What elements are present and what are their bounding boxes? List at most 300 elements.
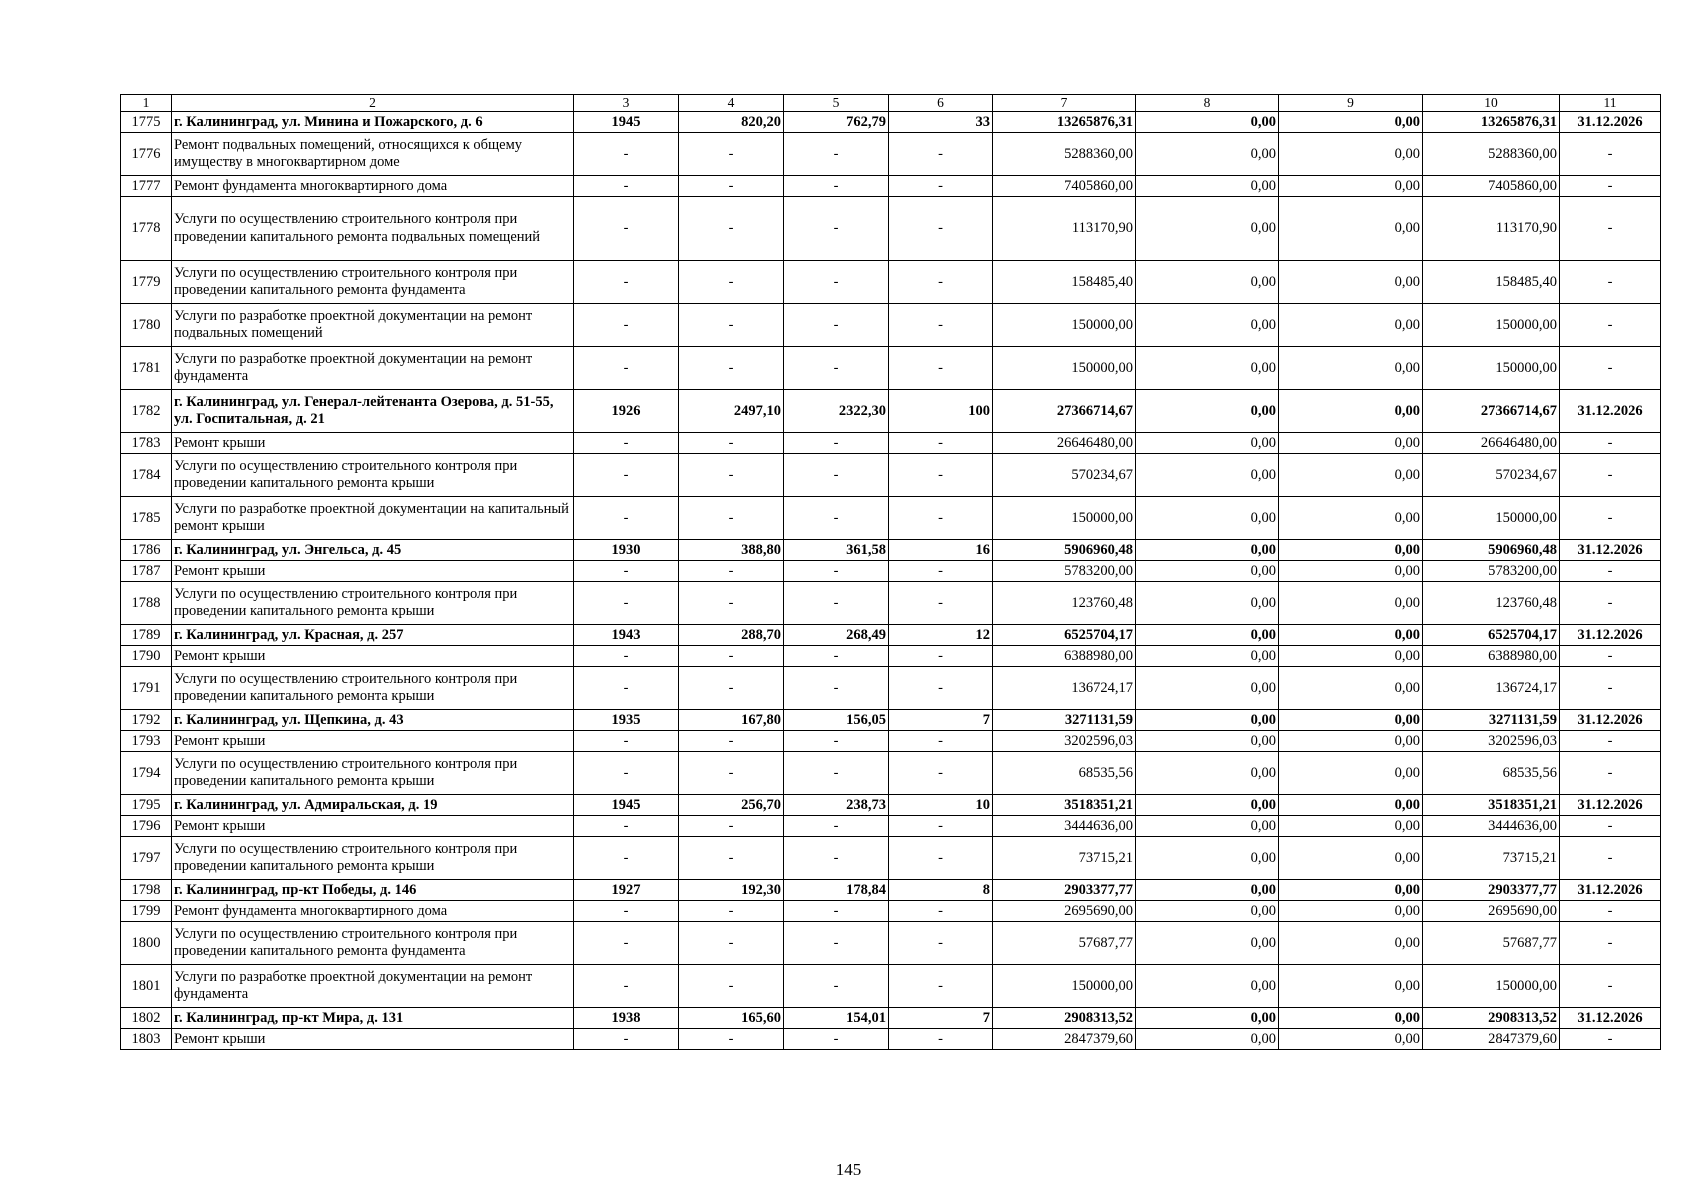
residents-count-cell: - — [889, 1029, 993, 1050]
residents-count-cell: - — [889, 667, 993, 710]
work-item-row — [121, 347, 1661, 390]
column-number: 5 — [784, 95, 889, 112]
total-cost-cell: 3444636,00 — [993, 816, 1136, 837]
living-area-cell: - — [784, 752, 889, 795]
residents-count-cell: - — [889, 752, 993, 795]
fund-cost-cell: 0,00 — [1136, 901, 1279, 922]
other-cost-cell: 0,00 — [1279, 133, 1423, 176]
completion-date-cell: - — [1560, 347, 1661, 390]
completion-date-cell: 31.12.2026 — [1560, 795, 1661, 816]
year-built-cell: - — [574, 837, 679, 880]
work-description-cell: Ремонт крыши — [172, 731, 574, 752]
total-cost-cell: 7405860,00 — [993, 176, 1136, 197]
residents-count-cell: - — [889, 901, 993, 922]
total-cost-cell: 5906960,48 — [993, 540, 1136, 561]
completion-date-cell: - — [1560, 561, 1661, 582]
fund-cost-cell: 0,00 — [1136, 540, 1279, 561]
other-cost-cell: 0,00 — [1279, 497, 1423, 540]
total-area-cell: - — [679, 901, 784, 922]
residents-count-cell: 7 — [889, 710, 993, 731]
year-built-cell: 1945 — [574, 112, 679, 133]
total-area-cell: 256,70 — [679, 795, 784, 816]
work-description-cell: Ремонт подвальных помещений, относящихся к общему имуществу в многоквартирном доме — [172, 133, 574, 176]
residents-count-cell: - — [889, 816, 993, 837]
year-built-cell: - — [574, 901, 679, 922]
fund-cost-cell: 0,00 — [1136, 795, 1279, 816]
living-area-cell: - — [784, 646, 889, 667]
work-description-cell: Услуги по осуществлению строительного контроля при проведении капитального ремонта подвальных помещений — [172, 197, 574, 261]
total-area-cell: - — [679, 667, 784, 710]
row-number-cell: 1783 — [121, 433, 172, 454]
row-number-cell: 1779 — [121, 261, 172, 304]
living-area-cell: - — [784, 454, 889, 497]
completion-date-cell: 31.12.2026 — [1560, 390, 1661, 433]
owners-cost-cell: 570234,67 — [1423, 454, 1560, 497]
other-cost-cell: 0,00 — [1279, 880, 1423, 901]
total-area-cell: - — [679, 646, 784, 667]
owners-cost-cell: 123760,48 — [1423, 582, 1560, 625]
owners-cost-cell: 150000,00 — [1423, 304, 1560, 347]
row-number-cell: 1801 — [121, 965, 172, 1008]
year-built-cell: - — [574, 197, 679, 261]
total-area-cell: - — [679, 922, 784, 965]
total-cost-cell: 26646480,00 — [993, 433, 1136, 454]
year-built-cell: 1938 — [574, 1008, 679, 1029]
other-cost-cell: 0,00 — [1279, 347, 1423, 390]
year-built-cell: - — [574, 176, 679, 197]
total-cost-cell: 570234,67 — [993, 454, 1136, 497]
work-item-row — [121, 176, 1661, 197]
work-item-row — [121, 901, 1661, 922]
year-built-cell: 1945 — [574, 795, 679, 816]
work-item-row — [121, 837, 1661, 880]
total-cost-cell: 3202596,03 — [993, 731, 1136, 752]
owners-cost-cell: 68535,56 — [1423, 752, 1560, 795]
year-built-cell: - — [574, 646, 679, 667]
owners-cost-cell: 3271131,59 — [1423, 710, 1560, 731]
total-cost-cell: 136724,17 — [993, 667, 1136, 710]
fund-cost-cell: 0,00 — [1136, 433, 1279, 454]
total-area-cell: 192,30 — [679, 880, 784, 901]
row-number-cell: 1795 — [121, 795, 172, 816]
table-body — [121, 95, 1661, 1050]
other-cost-cell: 0,00 — [1279, 561, 1423, 582]
work-item-row — [121, 752, 1661, 795]
other-cost-cell: 0,00 — [1279, 1029, 1423, 1050]
row-number-cell: 1777 — [121, 176, 172, 197]
fund-cost-cell: 0,00 — [1136, 710, 1279, 731]
year-built-cell: 1935 — [574, 710, 679, 731]
total-area-cell: - — [679, 176, 784, 197]
owners-cost-cell: 7405860,00 — [1423, 176, 1560, 197]
living-area-cell: - — [784, 901, 889, 922]
owners-cost-cell: 3518351,21 — [1423, 795, 1560, 816]
other-cost-cell: 0,00 — [1279, 112, 1423, 133]
owners-cost-cell: 13265876,31 — [1423, 112, 1560, 133]
column-number: 7 — [993, 95, 1136, 112]
column-number: 11 — [1560, 95, 1661, 112]
work-description-cell: Услуги по разработке проектной документации на ремонт подвальных помещений — [172, 304, 574, 347]
residents-count-cell: - — [889, 197, 993, 261]
residents-count-cell: - — [889, 837, 993, 880]
work-description-cell: Ремонт крыши — [172, 561, 574, 582]
owners-cost-cell: 3202596,03 — [1423, 731, 1560, 752]
residents-count-cell: - — [889, 965, 993, 1008]
row-number-cell: 1781 — [121, 347, 172, 390]
work-description-cell: Ремонт крыши — [172, 646, 574, 667]
total-area-cell: - — [679, 433, 784, 454]
owners-cost-cell: 3444636,00 — [1423, 816, 1560, 837]
residents-count-cell: - — [889, 731, 993, 752]
row-number-cell: 1784 — [121, 454, 172, 497]
year-built-cell: - — [574, 433, 679, 454]
address-cell: г. Калининград, ул. Генерал-лейтенанта Озерова, д. 51-55, ул. Госпитальная, д. 21 — [172, 390, 574, 433]
work-description-cell: Услуги по осуществлению строительного контроля при проведении капитального ремонта крыши — [172, 454, 574, 497]
total-area-cell: - — [679, 454, 784, 497]
year-built-cell: - — [574, 1029, 679, 1050]
living-area-cell: - — [784, 261, 889, 304]
living-area-cell: - — [784, 582, 889, 625]
completion-date-cell: - — [1560, 497, 1661, 540]
total-area-cell: 820,20 — [679, 112, 784, 133]
row-number-cell: 1796 — [121, 816, 172, 837]
owners-cost-cell: 158485,40 — [1423, 261, 1560, 304]
owners-cost-cell: 26646480,00 — [1423, 433, 1560, 454]
living-area-cell: - — [784, 347, 889, 390]
row-number-cell: 1785 — [121, 497, 172, 540]
capital-repair-table — [120, 94, 1661, 1050]
row-number-cell: 1798 — [121, 880, 172, 901]
row-number-cell: 1789 — [121, 625, 172, 646]
total-cost-cell: 5783200,00 — [993, 561, 1136, 582]
fund-cost-cell: 0,00 — [1136, 347, 1279, 390]
living-area-cell: - — [784, 497, 889, 540]
owners-cost-cell: 5288360,00 — [1423, 133, 1560, 176]
owners-cost-cell: 2908313,52 — [1423, 1008, 1560, 1029]
row-number-cell: 1786 — [121, 540, 172, 561]
owners-cost-cell: 5783200,00 — [1423, 561, 1560, 582]
living-area-cell: - — [784, 197, 889, 261]
row-number-cell: 1794 — [121, 752, 172, 795]
address-cell: г. Калининград, ул. Щепкина, д. 43 — [172, 710, 574, 731]
completion-date-cell: - — [1560, 965, 1661, 1008]
fund-cost-cell: 0,00 — [1136, 582, 1279, 625]
completion-date-cell: - — [1560, 582, 1661, 625]
address-row — [121, 390, 1661, 433]
row-number-cell: 1791 — [121, 667, 172, 710]
living-area-cell: - — [784, 816, 889, 837]
total-area-cell: 165,60 — [679, 1008, 784, 1029]
residents-count-cell: 16 — [889, 540, 993, 561]
year-built-cell: - — [574, 667, 679, 710]
work-description-cell: Услуги по осуществлению строительного контроля при проведении капитального ремонта крыши — [172, 667, 574, 710]
other-cost-cell: 0,00 — [1279, 710, 1423, 731]
year-built-cell: - — [574, 454, 679, 497]
other-cost-cell: 0,00 — [1279, 176, 1423, 197]
completion-date-cell: - — [1560, 197, 1661, 261]
work-item-row — [121, 816, 1661, 837]
completion-date-cell: - — [1560, 133, 1661, 176]
living-area-cell: 156,05 — [784, 710, 889, 731]
total-area-cell: 288,70 — [679, 625, 784, 646]
living-area-cell: 238,73 — [784, 795, 889, 816]
work-item-row — [121, 197, 1661, 261]
work-description-cell: Ремонт крыши — [172, 1029, 574, 1050]
address-cell: г. Калининград, ул. Энгельса, д. 45 — [172, 540, 574, 561]
row-number-cell: 1800 — [121, 922, 172, 965]
year-built-cell: - — [574, 347, 679, 390]
work-item-row — [121, 133, 1661, 176]
row-number-cell: 1793 — [121, 731, 172, 752]
total-cost-cell: 13265876,31 — [993, 112, 1136, 133]
owners-cost-cell: 113170,90 — [1423, 197, 1560, 261]
row-number-cell: 1778 — [121, 197, 172, 261]
living-area-cell: - — [784, 731, 889, 752]
column-number-row — [121, 95, 1661, 112]
year-built-cell: - — [574, 965, 679, 1008]
living-area-cell: - — [784, 304, 889, 347]
address-row — [121, 1008, 1661, 1029]
fund-cost-cell: 0,00 — [1136, 561, 1279, 582]
row-number-cell: 1782 — [121, 390, 172, 433]
total-cost-cell: 150000,00 — [993, 497, 1136, 540]
address-row — [121, 710, 1661, 731]
work-description-cell: Услуги по осуществлению строительного контроля при проведении капитального ремонта фундамента — [172, 922, 574, 965]
total-cost-cell: 6388980,00 — [993, 646, 1136, 667]
owners-cost-cell: 150000,00 — [1423, 497, 1560, 540]
completion-date-cell: - — [1560, 176, 1661, 197]
living-area-cell: 154,01 — [784, 1008, 889, 1029]
fund-cost-cell: 0,00 — [1136, 454, 1279, 497]
total-cost-cell: 158485,40 — [993, 261, 1136, 304]
address-row — [121, 880, 1661, 901]
work-item-row — [121, 731, 1661, 752]
total-area-cell: - — [679, 261, 784, 304]
owners-cost-cell: 2903377,77 — [1423, 880, 1560, 901]
column-number: 4 — [679, 95, 784, 112]
total-cost-cell: 3518351,21 — [993, 795, 1136, 816]
completion-date-cell: - — [1560, 433, 1661, 454]
other-cost-cell: 0,00 — [1279, 752, 1423, 795]
total-cost-cell: 2903377,77 — [993, 880, 1136, 901]
row-number-cell: 1792 — [121, 710, 172, 731]
residents-count-cell: 7 — [889, 1008, 993, 1029]
work-description-cell: Услуги по разработке проектной документации на ремонт фундамента — [172, 347, 574, 390]
fund-cost-cell: 0,00 — [1136, 390, 1279, 433]
other-cost-cell: 0,00 — [1279, 922, 1423, 965]
residents-count-cell: - — [889, 561, 993, 582]
fund-cost-cell: 0,00 — [1136, 667, 1279, 710]
other-cost-cell: 0,00 — [1279, 901, 1423, 922]
completion-date-cell: 31.12.2026 — [1560, 540, 1661, 561]
completion-date-cell: - — [1560, 454, 1661, 497]
residents-count-cell: - — [889, 133, 993, 176]
completion-date-cell: - — [1560, 261, 1661, 304]
total-area-cell: - — [679, 561, 784, 582]
total-area-cell: - — [679, 197, 784, 261]
row-number-cell: 1788 — [121, 582, 172, 625]
other-cost-cell: 0,00 — [1279, 795, 1423, 816]
other-cost-cell: 0,00 — [1279, 454, 1423, 497]
address-cell: г. Калининград, пр-кт Мира, д. 131 — [172, 1008, 574, 1029]
total-cost-cell: 113170,90 — [993, 197, 1136, 261]
total-area-cell: - — [679, 1029, 784, 1050]
living-area-cell: 361,58 — [784, 540, 889, 561]
work-description-cell: Услуги по осуществлению строительного контроля при проведении капитального ремонта фундамента — [172, 261, 574, 304]
completion-date-cell: - — [1560, 1029, 1661, 1050]
work-item-row — [121, 454, 1661, 497]
completion-date-cell: 31.12.2026 — [1560, 1008, 1661, 1029]
year-built-cell: 1930 — [574, 540, 679, 561]
owners-cost-cell: 2695690,00 — [1423, 901, 1560, 922]
total-cost-cell: 57687,77 — [993, 922, 1136, 965]
work-item-row — [121, 646, 1661, 667]
completion-date-cell: - — [1560, 667, 1661, 710]
register-sheet — [120, 94, 1660, 1050]
other-cost-cell: 0,00 — [1279, 1008, 1423, 1029]
fund-cost-cell: 0,00 — [1136, 752, 1279, 795]
column-number: 2 — [172, 95, 574, 112]
work-item-row — [121, 561, 1661, 582]
owners-cost-cell: 5906960,48 — [1423, 540, 1560, 561]
year-built-cell: - — [574, 261, 679, 304]
residents-count-cell: - — [889, 176, 993, 197]
work-item-row — [121, 922, 1661, 965]
total-area-cell: 388,80 — [679, 540, 784, 561]
total-area-cell: - — [679, 497, 784, 540]
work-description-cell: Ремонт крыши — [172, 433, 574, 454]
total-cost-cell: 73715,21 — [993, 837, 1136, 880]
owners-cost-cell: 150000,00 — [1423, 965, 1560, 1008]
total-area-cell: - — [679, 731, 784, 752]
living-area-cell: - — [784, 561, 889, 582]
completion-date-cell: 31.12.2026 — [1560, 710, 1661, 731]
living-area-cell: 178,84 — [784, 880, 889, 901]
fund-cost-cell: 0,00 — [1136, 112, 1279, 133]
row-number-cell: 1799 — [121, 901, 172, 922]
row-number-cell: 1802 — [121, 1008, 172, 1029]
other-cost-cell: 0,00 — [1279, 646, 1423, 667]
address-row — [121, 625, 1661, 646]
total-cost-cell: 68535,56 — [993, 752, 1136, 795]
total-cost-cell: 5288360,00 — [993, 133, 1136, 176]
completion-date-cell: - — [1560, 752, 1661, 795]
living-area-cell: - — [784, 1029, 889, 1050]
work-item-row — [121, 582, 1661, 625]
residents-count-cell: 100 — [889, 390, 993, 433]
work-item-row — [121, 261, 1661, 304]
total-cost-cell: 27366714,67 — [993, 390, 1136, 433]
year-built-cell: - — [574, 304, 679, 347]
work-description-cell: Ремонт крыши — [172, 816, 574, 837]
other-cost-cell: 0,00 — [1279, 261, 1423, 304]
other-cost-cell: 0,00 — [1279, 540, 1423, 561]
completion-date-cell: 31.12.2026 — [1560, 112, 1661, 133]
work-description-cell: Услуги по осуществлению строительного контроля при проведении капитального ремонта крыши — [172, 837, 574, 880]
other-cost-cell: 0,00 — [1279, 433, 1423, 454]
total-area-cell: - — [679, 304, 784, 347]
owners-cost-cell: 136724,17 — [1423, 667, 1560, 710]
column-number: 8 — [1136, 95, 1279, 112]
fund-cost-cell: 0,00 — [1136, 646, 1279, 667]
owners-cost-cell: 57687,77 — [1423, 922, 1560, 965]
fund-cost-cell: 0,00 — [1136, 497, 1279, 540]
total-area-cell: - — [679, 965, 784, 1008]
work-item-row — [121, 433, 1661, 454]
fund-cost-cell: 0,00 — [1136, 837, 1279, 880]
total-cost-cell: 3271131,59 — [993, 710, 1136, 731]
living-area-cell: - — [784, 667, 889, 710]
completion-date-cell: - — [1560, 837, 1661, 880]
year-built-cell: - — [574, 582, 679, 625]
fund-cost-cell: 0,00 — [1136, 922, 1279, 965]
owners-cost-cell: 73715,21 — [1423, 837, 1560, 880]
residents-count-cell: 33 — [889, 112, 993, 133]
address-cell: г. Калининград, ул. Красная, д. 257 — [172, 625, 574, 646]
work-description-cell: Услуги по осуществлению строительного контроля при проведении капитального ремонта крыши — [172, 752, 574, 795]
completion-date-cell: - — [1560, 922, 1661, 965]
column-number: 1 — [121, 95, 172, 112]
total-area-cell: 2497,10 — [679, 390, 784, 433]
fund-cost-cell: 0,00 — [1136, 1008, 1279, 1029]
living-area-cell: - — [784, 922, 889, 965]
work-description-cell: Услуги по разработке проектной документации на ремонт фундамента — [172, 965, 574, 1008]
residents-count-cell: 10 — [889, 795, 993, 816]
total-cost-cell: 123760,48 — [993, 582, 1136, 625]
other-cost-cell: 0,00 — [1279, 965, 1423, 1008]
work-description-cell: Ремонт фундамента многоквартирного дома — [172, 176, 574, 197]
completion-date-cell: 31.12.2026 — [1560, 880, 1661, 901]
residents-count-cell: - — [889, 261, 993, 304]
total-cost-cell: 2908313,52 — [993, 1008, 1136, 1029]
other-cost-cell: 0,00 — [1279, 816, 1423, 837]
work-description-cell: Ремонт фундамента многоквартирного дома — [172, 901, 574, 922]
work-item-row — [121, 497, 1661, 540]
residents-count-cell: - — [889, 646, 993, 667]
year-built-cell: - — [574, 133, 679, 176]
total-area-cell: - — [679, 837, 784, 880]
other-cost-cell: 0,00 — [1279, 582, 1423, 625]
address-cell: г. Калининград, ул. Минина и Пожарского, д. 6 — [172, 112, 574, 133]
work-item-row — [121, 304, 1661, 347]
total-cost-cell: 2847379,60 — [993, 1029, 1136, 1050]
other-cost-cell: 0,00 — [1279, 837, 1423, 880]
living-area-cell: 268,49 — [784, 625, 889, 646]
total-area-cell: - — [679, 752, 784, 795]
total-area-cell: 167,80 — [679, 710, 784, 731]
total-cost-cell: 2695690,00 — [993, 901, 1136, 922]
total-cost-cell: 150000,00 — [993, 965, 1136, 1008]
year-built-cell: - — [574, 752, 679, 795]
row-number-cell: 1776 — [121, 133, 172, 176]
owners-cost-cell: 2847379,60 — [1423, 1029, 1560, 1050]
residents-count-cell: - — [889, 497, 993, 540]
other-cost-cell: 0,00 — [1279, 304, 1423, 347]
fund-cost-cell: 0,00 — [1136, 197, 1279, 261]
page-number: 145 — [835, 1160, 862, 1179]
other-cost-cell: 0,00 — [1279, 667, 1423, 710]
address-row — [121, 795, 1661, 816]
column-number: 3 — [574, 95, 679, 112]
work-description-cell: Услуги по разработке проектной документации на капитальный ремонт крыши — [172, 497, 574, 540]
owners-cost-cell: 6388980,00 — [1423, 646, 1560, 667]
row-number-cell: 1803 — [121, 1029, 172, 1050]
owners-cost-cell: 6525704,17 — [1423, 625, 1560, 646]
fund-cost-cell: 0,00 — [1136, 304, 1279, 347]
residents-count-cell: 8 — [889, 880, 993, 901]
completion-date-cell: 31.12.2026 — [1560, 625, 1661, 646]
owners-cost-cell: 150000,00 — [1423, 347, 1560, 390]
